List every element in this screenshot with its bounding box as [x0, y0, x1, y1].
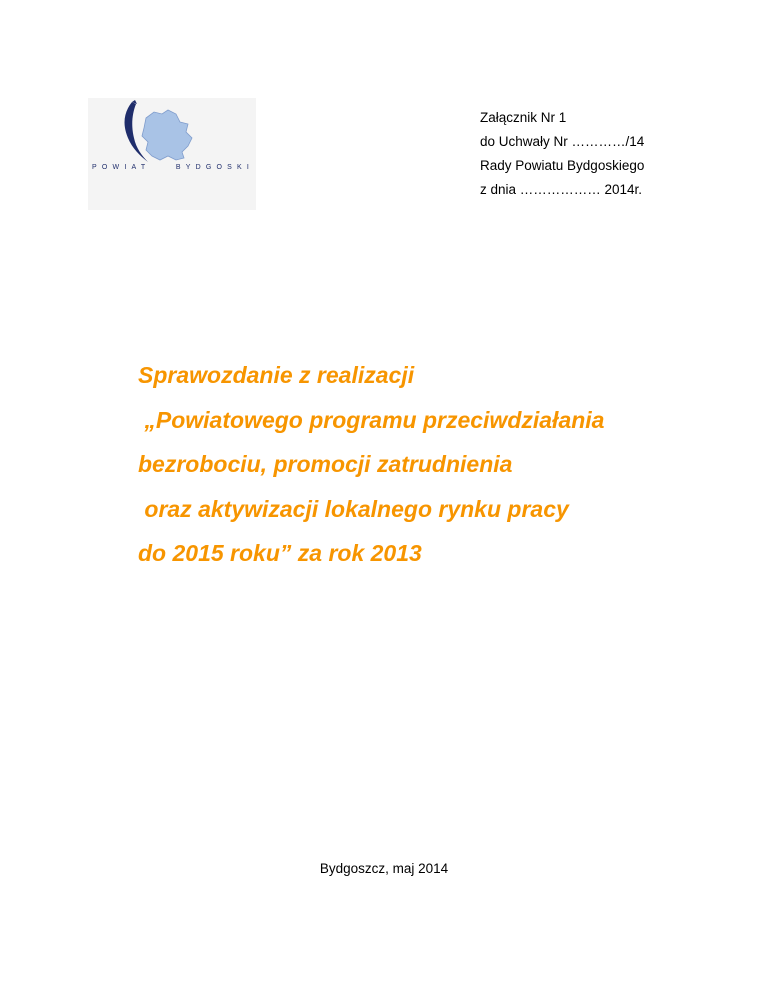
annex-number: Załącznik Nr 1: [480, 110, 567, 125]
logo-caption-left: POWIAT: [92, 164, 151, 171]
council-name: Rady Powiatu Bydgoskiego: [480, 158, 645, 173]
title-line: do 2015 roku” za rok 2013: [138, 540, 422, 566]
logo-caption: [88, 164, 256, 171]
resolution-number: do Uchwały Nr …………/14: [480, 134, 645, 149]
title-line: bezrobociu, promocji zatrudnienia: [138, 451, 513, 477]
powiat-bydgoski-logo: [88, 98, 256, 210]
title-line: Sprawozdanie z realizacji: [138, 362, 415, 388]
resolution-date: z dnia ……………… 2014r.: [480, 182, 643, 197]
title-line: oraz aktywizacji lokalnego rynku pracy: [138, 495, 569, 522]
title-line: „Powiatowego programu przeciwdziałania: [138, 406, 605, 433]
document-title: [138, 353, 738, 576]
logo-caption-right: BYDGOSKI: [175, 164, 254, 171]
annex-header: [480, 106, 710, 202]
county-map-icon: [88, 98, 256, 210]
place-and-date: Bydgoszcz, maj 2014: [319, 861, 449, 876]
